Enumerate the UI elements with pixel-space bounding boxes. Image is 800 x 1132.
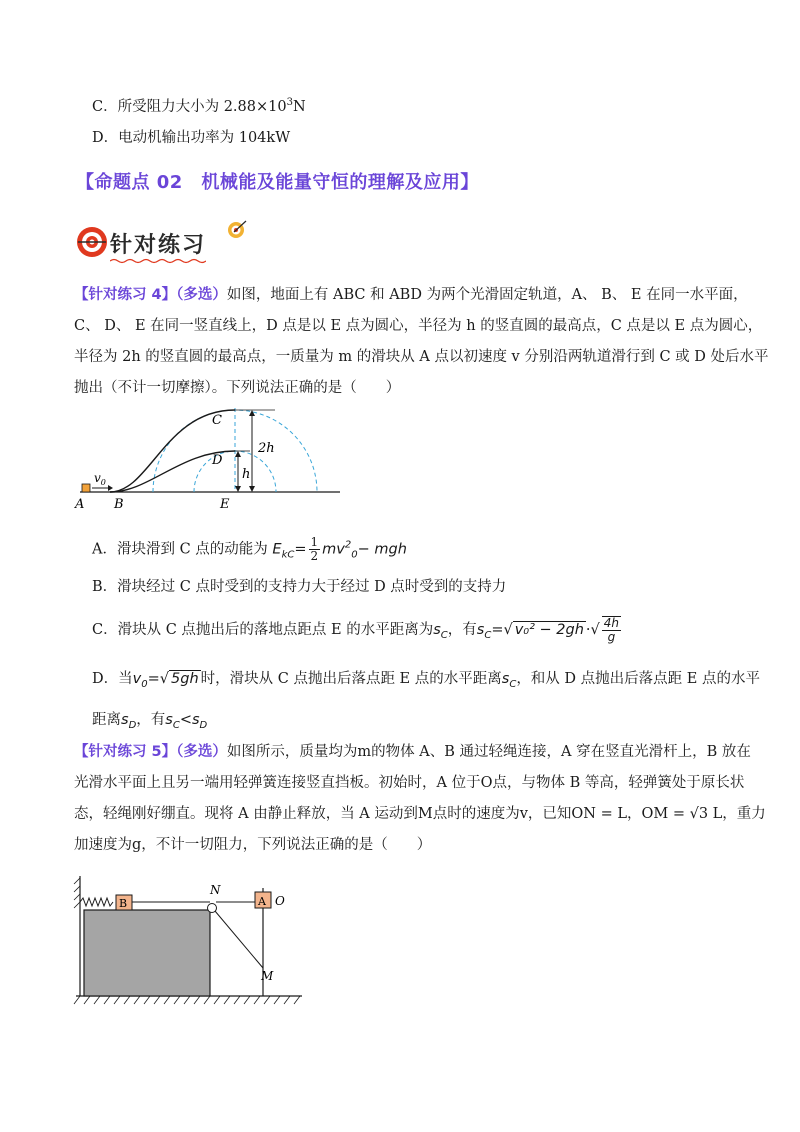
q4-line3: 半径为 2h 的竖直圆的最高点，一质量为 m 的滑块从 A 点以初速度 v 分别沿两轨道滑行到 C 或 D 处后水平 [74,349,769,365]
table-block [84,910,210,996]
q5-line2: 光滑水平面上且另一端用轻弹簧连接竖直挡板。初始时，A 位于O点，与物体 B 等高，轻弹簧处于原长状 [74,775,745,791]
q4-option-a-rhs-sup: 2 [344,539,352,551]
q4-option-c-s2-sub: C [484,629,492,641]
q4-option-a [92,536,407,563]
q4-option-c-s-sub: C [440,629,448,641]
frac-num: 1 [310,535,319,549]
q5-line1-text: 如图所示，质量均为m的物体 A、B 通过轻绳连接，A 穿在竖直光滑杆上，B 放在 [226,744,751,760]
q4-option-d-sd-sub: D [128,719,137,731]
q5-line4: 加速度为g，不计一切阻力，下列说法正确的是（ ） [74,837,432,853]
q4-option-d-line2 [92,710,207,730]
q4-option-d-l2-text: 距离 [92,712,121,728]
label-h: h [242,467,251,482]
q4-option-d-cmp: < [179,712,192,728]
q4-option-c-frac [602,616,621,644]
label-O: O [275,894,285,908]
q4-line2: C、 D、 E 在同一竖直线上，D 点是以 E 点为圆心，半径为 h 的竖直圆的最高点，C 点是以 E 点为圆心， [74,318,763,334]
q4-option-d-text: D．当 [92,671,133,687]
rope-NM [215,911,263,968]
label-A: A [258,895,266,908]
q4-option-a-eq: = [294,541,307,558]
frac-den: 2 [310,549,319,563]
label-D: D [212,453,223,468]
option-c-prev [92,97,306,117]
q4-option-d-tail: ，和从 D 点抛出后落点距 E 点的水平 [516,671,760,687]
q4-option-b: B．滑块经过 C 点时受到的支持力大于经过 D 点时受到的支持力 [92,579,507,595]
frac-den: g [607,630,616,644]
q4-line4: 抛出（不计一切摩擦）。下列说法正确的是（ ） [74,380,401,396]
option-d-prev: D．电动机输出功率为 104kW [92,130,291,146]
q4-option-c-dot: · [585,622,591,638]
ground-hatch [74,996,300,1004]
q4-line1 [74,285,748,305]
spring [80,898,113,906]
label-v0: $v_0$ [94,471,106,487]
q4-option-c-s: s [433,622,441,638]
q4-option-a-rhs: mv [322,541,345,558]
label-2h: 2h [258,441,275,456]
slider-block [82,484,90,492]
q4-option-d-eq: = [147,671,160,687]
q4-option-c-mid: ，有 [447,622,477,638]
q4-line1-text: 如图，地面上有 ABC 和 ABD 为两个光滑固定轨道，A、 B、 E 在同一水平面， [226,287,748,303]
q4-option-a-tail: − mgh [357,541,407,558]
q5-line1 [74,742,751,762]
label-C: C [212,413,222,428]
option-c-unit: N [292,99,306,115]
q5-line3: 态，轻绳刚好绷直。现将 A 由静止释放，当 A 运动到M点时的速度为v，已知ON = L，OM = √3 L，重力 [74,806,766,822]
label-A: A [75,497,85,512]
q4-option-a-rhs-sub: 0 [351,549,358,561]
q4-option-d-sc2: s [165,712,173,728]
q5-spring-diagram [70,868,310,1013]
q4-option-d-sd2: s [191,712,200,728]
label-E: E [220,497,230,512]
q4-option-c-s2: s [476,622,485,638]
q4-option-c-root1: v₀² − 2gh [514,622,584,638]
q4-option-d-line1: D．当$v_0=√$ 5gh 时，滑块从 C 点抛出后落点距 E 点的水平距离$s_C$，和从 D 点抛出后落点距 E 点的水平 [92,671,760,690]
option-c-exponent: 3 [286,97,293,109]
q4-option-d-sc2-sub: C [172,719,180,731]
q4-option-d-s-sub: C [509,678,517,690]
q4-option-a-lhs: E [272,541,282,558]
section-heading: 【命题点 02 机械能及能量守恒的理解及应用】 [76,172,479,193]
label-N: N [210,883,221,897]
q4-option-d-l2-mid: ，有 [136,712,166,728]
q4-option-c: C．滑块从 C 点抛出后的落地点距点 E 的水平距离为$s_C$，有$s_C=√$ v₀² − 2gh ·√ $\frac{4h}{g}$ [92,616,620,644]
q4-option-d-s: s [501,671,510,687]
q4-option-c-eq: = [491,622,504,638]
q4-option-a-frac [309,536,321,563]
q4-option-d-sd2-sub: D [199,719,208,731]
q4-option-a-text: A．滑块滑到 C 点的动能为 [92,541,268,558]
q4-track-diagram [70,400,350,520]
q4-option-d-v-sub: 0 [141,678,148,690]
label-B: B [114,497,124,512]
frac-num: 4h [603,616,620,630]
banner-title: 针对练习 [110,233,207,258]
q4-option-d-v: v [132,671,142,687]
label-B: B [119,897,128,910]
q4-option-d-root: 5gh [171,671,199,687]
q4-option-c-text: C．滑块从 C 点抛出后的落地点距点 E 的水平距离为 [92,622,434,638]
q4-option-a-lhs-sub: kC [281,549,295,561]
label-M: M [261,969,274,983]
q4-option-d-mid: 时，滑块从 C 点抛出后落点距 E 点的水平距离 [200,671,502,687]
option-c-text: C．所受阻力大小为 2.88×10 [92,99,287,115]
q5-tag: 【针对练习 5】（多选） [74,744,227,760]
q4-tag: 【针对练习 4】（多选） [74,287,227,303]
q4-option-d-sd: s [121,712,129,728]
banner-underline [110,258,206,264]
